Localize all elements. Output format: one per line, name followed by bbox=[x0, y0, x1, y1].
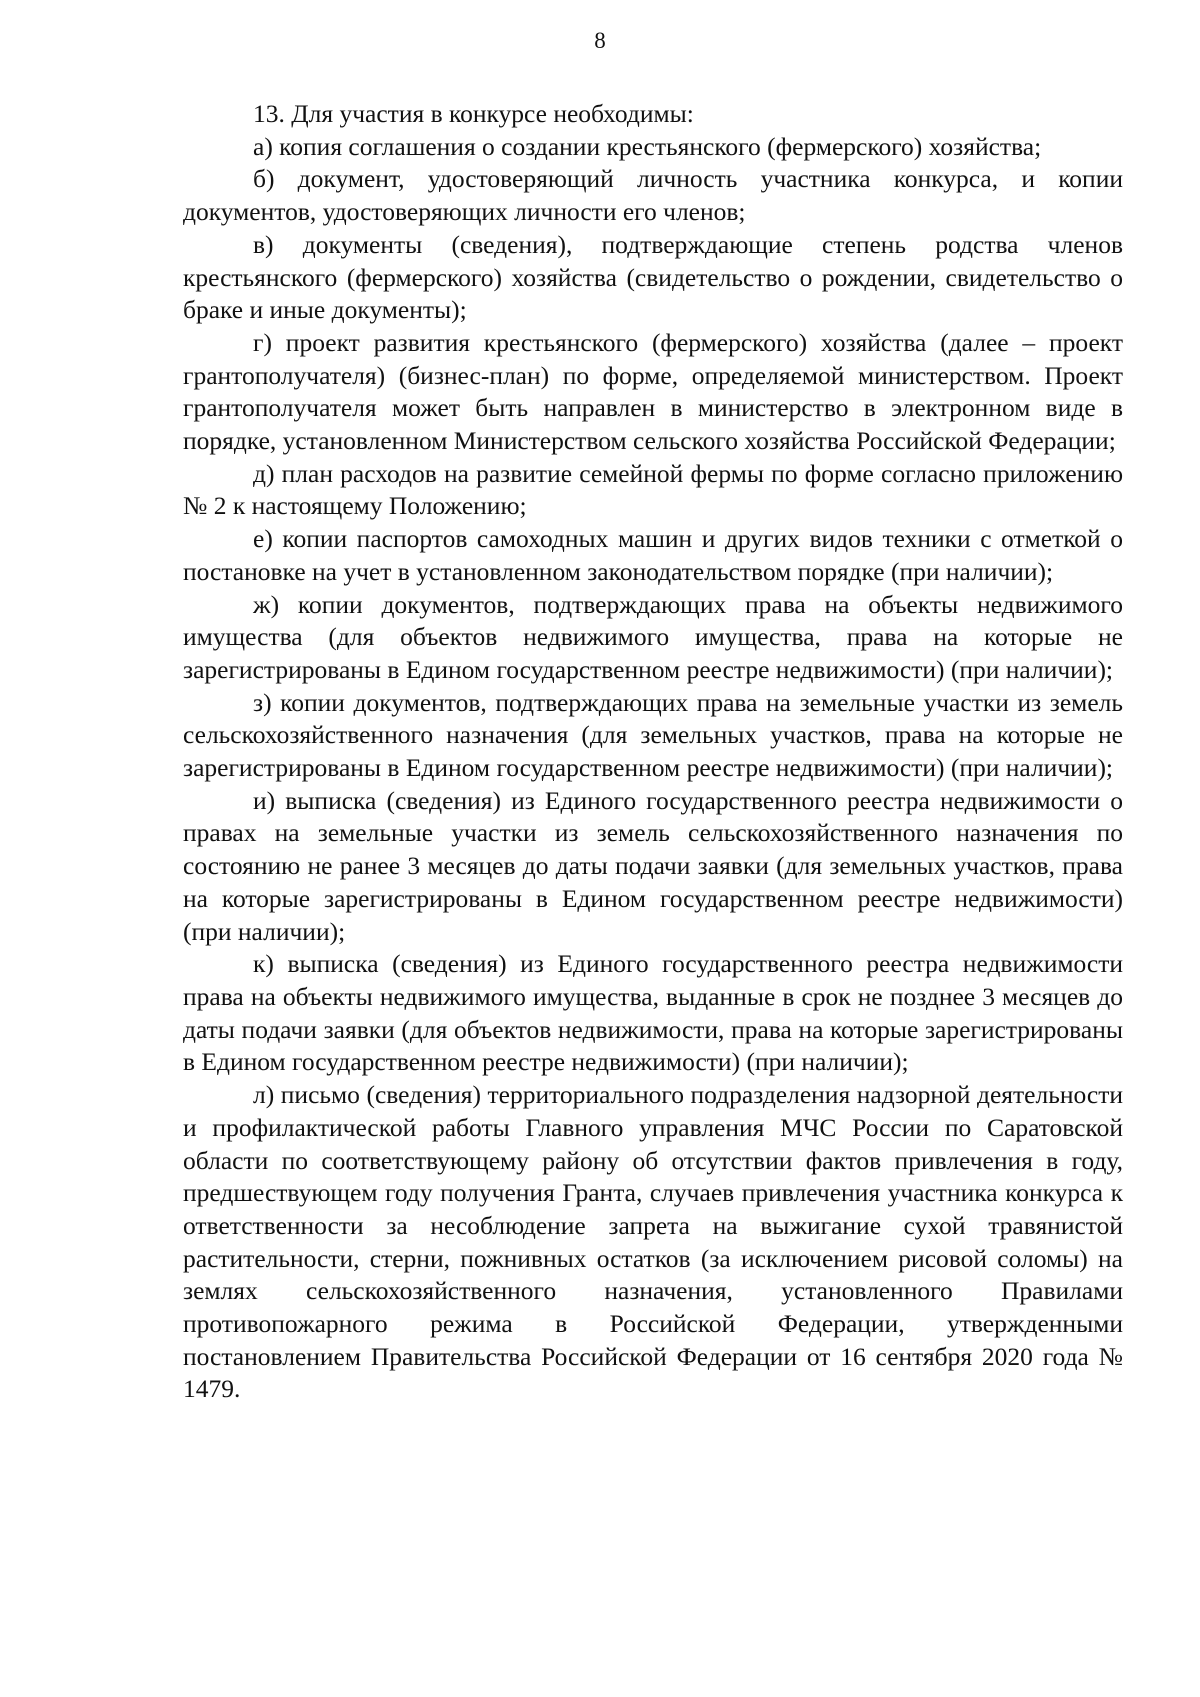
paragraph-item-v: в) документы (сведения), подтверждающие степень родства членов крестьянского (фермерского) хозяйства (свидетельство о рождении, свидетельство о браке и иные документы); bbox=[183, 229, 1123, 325]
paragraph-item-a: а) копия соглашения о создании крестьянского (фермерского) хозяйства; bbox=[253, 131, 1042, 161]
document-body bbox=[183, 98, 1123, 1406]
page-number: 8 bbox=[594, 28, 606, 53]
paragraph-item-l: л) письмо (сведения) территориального подразделения надзорной деятельности и профилактической работы Главного управления МЧС России по Саратовской области по соответствующему району об отсутствии фактов привлечения в году, предшествующем году получения Гранта, случаев привлечения участника конкурса к ответственности за несоблюдение запрета на выжигание сухой травянистой растительности, стерни, пожнивных остатков (за исключением рисовой соломы) на землях сельскохозяйственного назначения, установленного Правилами противопожарного режима в Российской Федерации, утвержденными постановлением Правительства Российской Федерации от 16 сентября 2020 года № 1479. bbox=[183, 1080, 1123, 1404]
paragraph-intro: 13. Для участия в конкурсе необходимы: bbox=[253, 99, 694, 128]
paragraph-item-zh: ж) копии документов, подтверждающих права на объекты недвижимого имущества (для объектов недвижимого имущества, права на которые не зарегистрированы в Едином государственном реестре недвижимости) (при наличии); bbox=[183, 589, 1123, 684]
paragraph-item-d: д) план расходов на развитие семейной фермы по форме согласно приложению № 2 к настоящему Положению; bbox=[183, 458, 1123, 521]
paragraph-item-k: к) выписка (сведения) из Единого государственного реестра недвижимости права на объекты недвижимого имущества, выданные в срок не позднее 3 месяцев до даты подачи заявки (для объектов недвижимости, права на которые зарегистрированы в Едином государственном реестре недвижимости) (при наличии); bbox=[183, 949, 1123, 1077]
paragraph-item-e: е) копии паспортов самоходных машин и других видов техники с отметкой о постановке на учет в установленном законодательством порядке (при наличии); bbox=[183, 524, 1123, 586]
paragraph-item-i: и) выписка (сведения) из Единого государственного реестра недвижимости о правах на земельные участки из земель сельскохозяйственного назначения по состоянию не ранее 3 месяцев до даты подачи заявки (для земельных участков, права на которые зарегистрированы в Едином государственном реестре недвижимости) (при наличии); bbox=[183, 785, 1123, 946]
paragraph-item-z: з) копии документов, подтверждающих права на земельные участки из земель сельскохозяйственного назначения (для земельных участков, права на которые не зарегистрированы в Едином государственном реестре недвижимости) (при наличии); bbox=[183, 687, 1123, 783]
paragraph-item-g: г) проект развития крестьянского (фермерского) хозяйства (далее – проект грантополучателя) (бизнес-план) по форме, определяемой министерством. Проект грантополучателя может быть направлен в министерство в электронном виде в порядке, установленном Министерством сельского хозяйства Российской Федерации; bbox=[183, 327, 1123, 456]
paragraph-item-b: б) документ, удостоверяющий личность участника конкурса, и копии документов, удостоверяющих личности его членов; bbox=[183, 164, 1123, 227]
